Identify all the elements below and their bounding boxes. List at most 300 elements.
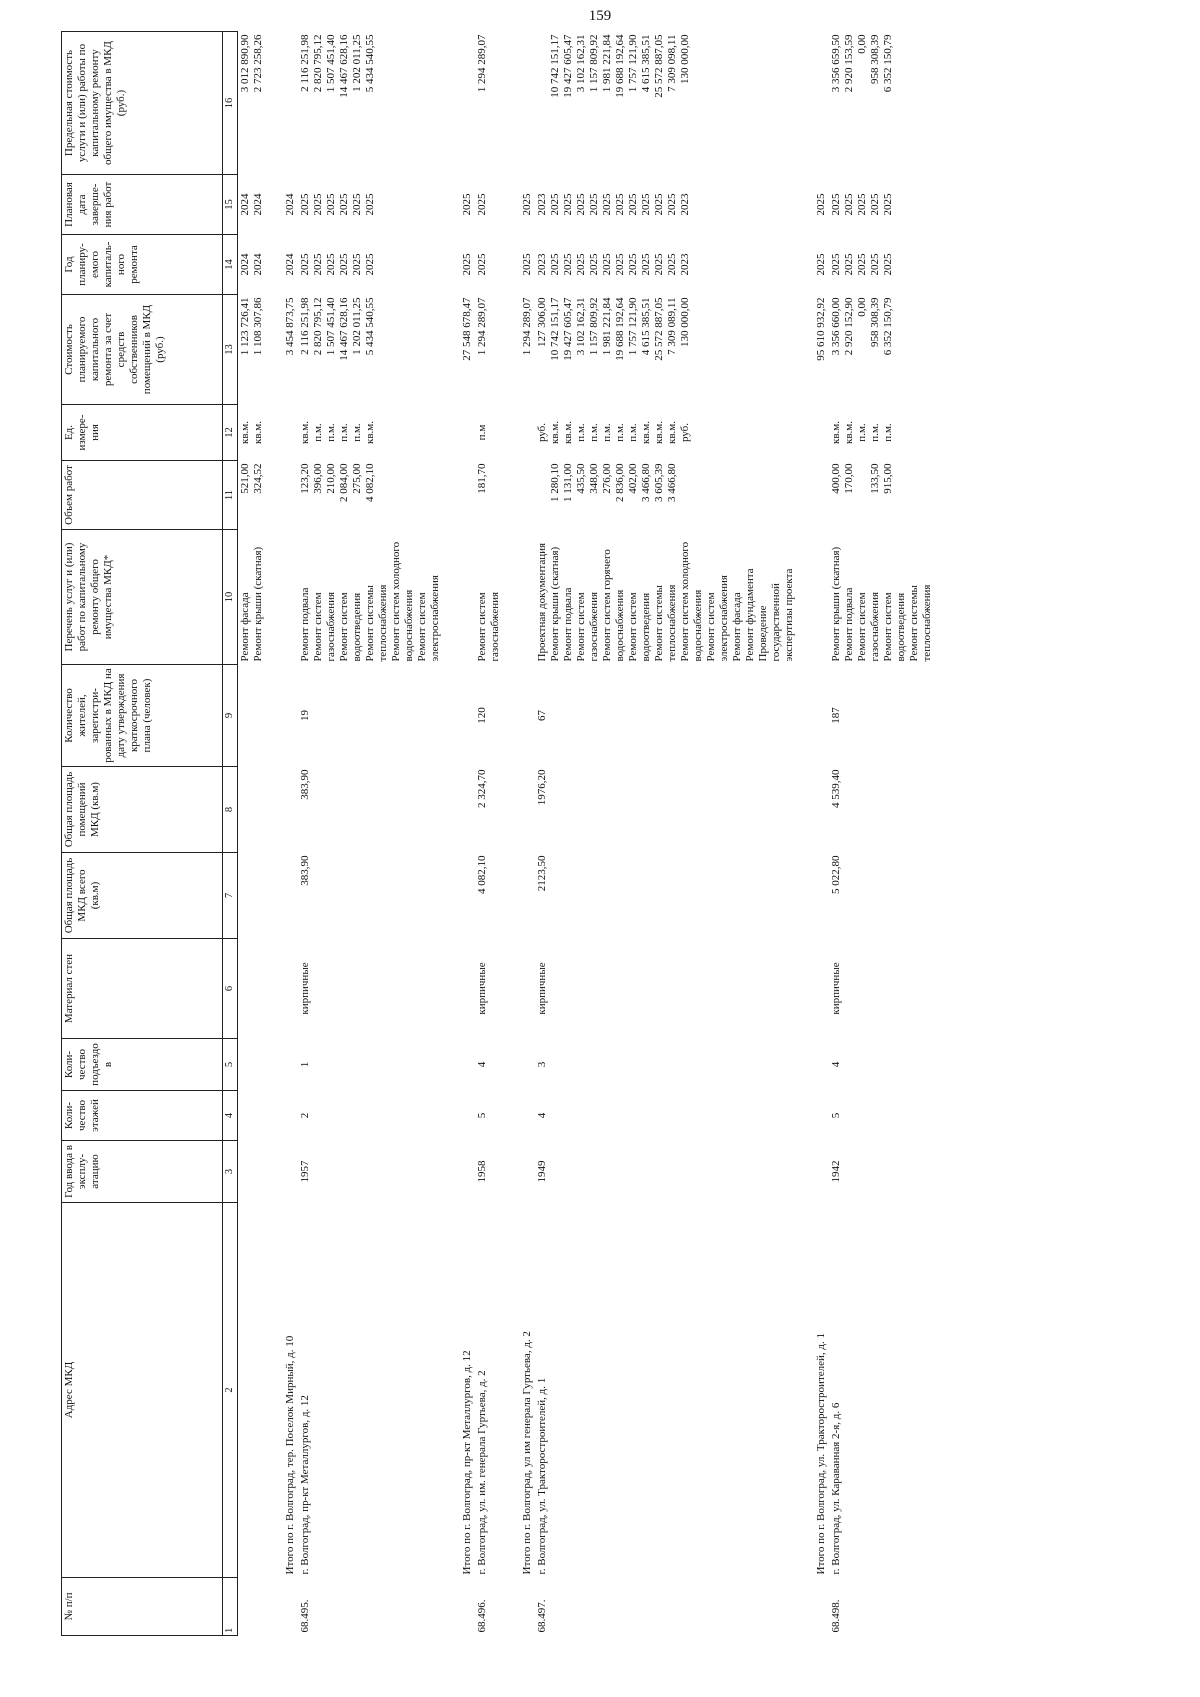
column-number: 11 — [223, 461, 238, 530]
column-header: Количество жителей, зарегистри-рованных в МКД на дату утверждения краткосрочного плана (человек) — [62, 665, 223, 767]
volumes-item: 396,00 — [312, 463, 324, 494]
rooms-area: 2 324,70 — [476, 769, 488, 808]
wall-material: кирпичные — [536, 962, 548, 1015]
units-item: п.м. — [601, 423, 613, 442]
volumes-list — [298, 461, 443, 530]
header-row — [62, 32, 223, 1636]
limits-item: 4 615 385,51 — [640, 34, 652, 93]
volumes-item: 210,00 — [325, 463, 337, 494]
entrance-count: 4 — [830, 1061, 842, 1068]
rooms-area: 383,90 — [299, 769, 311, 800]
costs-item: 14 467 628,16 — [338, 297, 350, 361]
entrance-count: 3 — [536, 1061, 548, 1068]
years-item: 2025 — [640, 253, 652, 276]
limits-item: 958 308,39 — [869, 34, 881, 84]
costs-list — [298, 295, 443, 405]
volumes-item: 402,00 — [627, 463, 639, 494]
limits-item: 3 102 162,31 — [575, 34, 587, 93]
dates-item: 2025 — [653, 193, 665, 216]
capital-repair-table — [61, 31, 935, 1636]
total-date: 2024 — [284, 193, 296, 216]
limits-item: 3 012 890,90 — [239, 34, 251, 93]
works-item: Ремонт систем горячего водоснабжения — [601, 549, 626, 662]
works-item: Ремонт подвала — [843, 587, 855, 662]
years-item: 2023 — [536, 253, 548, 276]
column-header: Коли-чество подъездо в — [62, 1039, 223, 1091]
years-item: 2025 — [549, 253, 561, 276]
volumes-item: 123,20 — [299, 463, 311, 494]
volumes-list — [535, 461, 797, 530]
floor-count: 5 — [476, 1112, 488, 1119]
works-item: Ремонт фундамента — [744, 568, 756, 662]
volumes-item — [536, 464, 549, 527]
years-item: 2025 — [325, 253, 337, 276]
years-item: 2025 — [575, 253, 587, 276]
dates-item: 2025 — [856, 193, 868, 216]
limits-item: 2 920 153,59 — [843, 34, 855, 93]
works-item: Ремонт систем газоснабжения — [856, 591, 881, 662]
volumes-item: 3 466,80 — [666, 463, 678, 502]
limits-item: 5 434 540,55 — [364, 34, 376, 93]
units-item: п.м. — [312, 423, 324, 442]
column-header: Общая площадь МКД всего (кв.м) — [62, 853, 223, 939]
row-number: 68.496. — [476, 1599, 488, 1633]
costs-item: 4 615 385,51 — [640, 297, 652, 356]
dates-item: 2025 — [575, 193, 587, 216]
years-item: 2025 — [562, 253, 574, 276]
works-list — [298, 530, 443, 665]
total-year: 2024 — [284, 253, 296, 276]
floor-count: 5 — [830, 1112, 842, 1119]
costs-item: 127 306,00 — [536, 297, 548, 347]
dates-item: 2023 — [536, 193, 548, 216]
units-item: кв.м. — [252, 421, 264, 444]
years-item: 2025 — [476, 253, 488, 276]
works-item: Ремонт крыши (скатная) — [549, 546, 561, 662]
dates-item: 2025 — [299, 193, 311, 216]
total-row — [503, 32, 535, 1636]
units-item: кв.м. — [640, 421, 652, 444]
dates-item: 2025 — [830, 193, 842, 216]
works-item: Ремонт систем холодного водоснабжения — [679, 541, 704, 662]
house-address: г. Волгоград, ул. Караванная 2-я, д. 6 — [830, 1402, 842, 1575]
rooms-area — [238, 767, 267, 853]
column-number: 9 — [223, 665, 238, 767]
units-list — [475, 405, 503, 461]
total-limit — [443, 32, 475, 175]
works-item: Ремонт систем газоснабжения — [575, 591, 600, 662]
units-item: п.м. — [588, 423, 600, 442]
dates-item: 2025 — [351, 193, 363, 216]
costs-item: 1 157 809,92 — [588, 297, 600, 356]
total-row — [797, 32, 829, 1636]
costs-item: 1 294 289,07 — [476, 297, 488, 356]
volumes-item: 276,00 — [601, 463, 613, 494]
volumes-item: 1 131,00 — [562, 463, 574, 502]
row-number — [797, 1578, 829, 1636]
costs-item: 0,00 — [856, 297, 868, 317]
costs-item: 6 352 150,79 — [882, 297, 894, 356]
resident-count: 67 — [536, 710, 548, 721]
costs-item: 958 308,39 — [869, 297, 881, 347]
dates-item: 2025 — [476, 193, 488, 216]
volumes-item: 400,00 — [830, 463, 842, 494]
units-item: кв.м. — [843, 421, 855, 444]
years-item: 2025 — [588, 253, 600, 276]
limits-list — [475, 32, 503, 175]
works-item: Проектная документация — [536, 542, 548, 662]
limits-item: 19 427 605,47 — [562, 34, 574, 98]
limits-item: 1 507 451,40 — [325, 34, 337, 93]
years-item: 2025 — [830, 253, 842, 276]
volumes-item — [856, 464, 869, 527]
total-cost: 1 294 289,07 — [521, 297, 533, 356]
entrance-count: 4 — [476, 1061, 488, 1068]
volumes-item: 133,50 — [869, 463, 881, 494]
units-item: п.м. — [627, 423, 639, 442]
wall-material: кирпичные — [476, 962, 488, 1015]
column-number: 10 — [223, 530, 238, 665]
years-list — [535, 235, 797, 295]
volumes-item: 3 466,80 — [640, 463, 652, 502]
years-item: 2025 — [843, 253, 855, 276]
total-limit — [503, 32, 535, 175]
floor-count: 2 — [299, 1112, 311, 1119]
column-header: Плановая дата заверше-ния работ — [62, 175, 223, 235]
units-item: кв.м. — [830, 421, 842, 444]
total-limit — [797, 32, 829, 175]
column-number: 15 — [223, 175, 238, 235]
column-header: Год планиру-емого капиталь-ного ремонта — [62, 235, 223, 295]
column-number: 16 — [223, 32, 238, 175]
years-item: 2025 — [653, 253, 665, 276]
limits-item: 0,00 — [856, 34, 868, 54]
years-item: 2024 — [252, 253, 264, 276]
limits-item: 1 157 809,92 — [588, 34, 600, 93]
dates-list — [475, 175, 503, 235]
costs-item: 2 920 152,90 — [843, 297, 855, 356]
row-number — [443, 1578, 475, 1636]
works-item: Ремонт крыши (скатная) — [830, 546, 842, 662]
volumes-list — [475, 461, 503, 530]
total-area: 4 082,10 — [476, 855, 488, 894]
limits-item: 2 820 795,12 — [312, 34, 324, 93]
volumes-item: 3 605,39 — [653, 463, 665, 502]
dates-list — [535, 175, 797, 235]
volumes-list — [829, 461, 935, 530]
volumes-item: 275,00 — [351, 463, 363, 494]
dates-item: 2025 — [869, 193, 881, 216]
rooms-area: 1976,20 — [536, 769, 548, 806]
works-item: Ремонт подвала — [299, 587, 311, 662]
volumes-item: 348,00 — [588, 463, 600, 494]
costs-item: 1 108 307,86 — [252, 297, 264, 356]
limits-item: 14 467 628,16 — [338, 34, 350, 98]
dates-item: 2025 — [843, 193, 855, 216]
table-body — [223, 32, 936, 1636]
years-item: 2025 — [666, 253, 678, 276]
works-item: Ремонт систем водоотведения — [627, 592, 652, 662]
column-header: Объем работ — [62, 461, 223, 530]
units-item: кв.м. — [364, 421, 376, 444]
limits-list — [298, 32, 443, 175]
volumes-item: 324,52 — [252, 463, 264, 494]
works-item: Ремонт систем газоснабжения — [476, 591, 501, 662]
column-number: 3 — [223, 1141, 238, 1203]
costs-item: 1 202 011,25 — [351, 297, 363, 355]
units-item: кв.м. — [239, 421, 251, 444]
column-header: Год ввода в эксплу-атацию — [62, 1141, 223, 1203]
limits-item: 1 202 011,25 — [351, 34, 363, 92]
total-label: Итого по г. Волгоград, ул. Тракторостроителей, д. 1 — [815, 1333, 827, 1575]
units-item: кв.м. — [299, 421, 311, 444]
years-item: 2024 — [239, 253, 251, 276]
row-number: 68.495. — [299, 1599, 311, 1633]
house-address: г. Волгоград, ул. Тракторостроителей, д. 1 — [536, 1377, 548, 1575]
total-cost: 95 610 932,92 — [815, 297, 827, 361]
volumes-item: 2 084,00 — [338, 463, 350, 502]
dates-item: 2025 — [549, 193, 561, 216]
total-year: 2025 — [461, 253, 473, 276]
house-row — [475, 32, 503, 1636]
dates-list — [238, 175, 267, 235]
costs-item: 19 427 605,47 — [562, 297, 574, 361]
limits-list — [829, 32, 935, 175]
dates-item: 2025 — [562, 193, 574, 216]
total-area: 383,90 — [299, 855, 311, 886]
works-item: Ремонт систем водоотведения — [338, 592, 363, 662]
costs-item: 3 102 162,31 — [575, 297, 587, 356]
units-item: руб. — [679, 422, 691, 443]
years-item: 2025 — [364, 253, 376, 276]
years-list — [829, 235, 935, 295]
works-item: Ремонт систем газоснабжения — [312, 591, 337, 662]
years-list — [475, 235, 503, 295]
units-list — [298, 405, 443, 461]
works-item: Ремонт фасада — [239, 592, 251, 662]
costs-list — [535, 295, 797, 405]
units-list — [535, 405, 797, 461]
total-label: Итого по г. Волгоград, пр-кт Металлургов, д. 12 — [461, 1350, 473, 1575]
limits-item: 1 757 121,90 — [627, 34, 639, 93]
units-list — [238, 405, 267, 461]
works-item: Проведение государственной экспертизы проекта — [757, 568, 795, 662]
works-item: Ремонт подвала — [562, 587, 574, 662]
house-address: г. Волгоград, ул. им. генерала Гуртьева, д. 2 — [476, 1370, 488, 1575]
volumes-item: 435,50 — [575, 463, 587, 494]
resident-count: 187 — [830, 707, 842, 724]
units-item: кв.м. — [562, 421, 574, 444]
resident-count: 120 — [476, 707, 488, 724]
volumes-item: 915,00 — [882, 463, 894, 494]
dates-item: 2025 — [640, 193, 652, 216]
works-list — [829, 530, 935, 665]
total-cost: 3 454 873,75 — [284, 297, 296, 356]
costs-item: 1 507 451,40 — [325, 297, 337, 356]
works-item: Ремонт системы теплоснабжения — [364, 584, 389, 662]
total-area: 5 022,80 — [830, 855, 842, 894]
volumes-item: 4 082,10 — [364, 463, 376, 502]
total-date: 2025 — [815, 193, 827, 216]
limits-item: 1 981 221,84 — [601, 34, 613, 93]
costs-item: 1 757 121,90 — [627, 297, 639, 356]
units-item: п.м. — [614, 423, 626, 442]
dates-item: 2025 — [614, 193, 626, 216]
costs-list — [238, 295, 267, 405]
units-item: п.м. — [575, 423, 587, 442]
works-list — [535, 530, 797, 665]
total-area — [238, 853, 267, 939]
total-row — [266, 32, 298, 1636]
total-date: 2025 — [461, 193, 473, 216]
row-number — [266, 1578, 298, 1636]
total-limit — [266, 32, 298, 175]
total-year: 2025 — [815, 253, 827, 276]
volumes-item: 521,00 — [239, 463, 251, 494]
commission-year: 1949 — [536, 1160, 548, 1183]
commission-year: 1957 — [299, 1160, 311, 1183]
costs-item: 1 123 726,41 — [239, 297, 251, 356]
costs-item: 2 820 795,12 — [312, 297, 324, 356]
units-item: п.м. — [351, 423, 363, 442]
column-header: Адрес МКД — [62, 1203, 223, 1578]
units-item: п.м. — [325, 423, 337, 442]
costs-item: 25 572 887,05 — [653, 297, 665, 361]
column-header: Предельная стоимость услуги и (или) работы по капитальному ремонту общего имущества в МКД (руб.) — [62, 32, 223, 175]
commission-year: 1958 — [476, 1160, 488, 1183]
units-item: кв.м. — [666, 421, 678, 444]
limits-item: 2 116 251,98 — [299, 34, 311, 92]
volumes-item — [679, 464, 692, 527]
dates-item: 2025 — [338, 193, 350, 216]
costs-list — [829, 295, 935, 405]
units-item: п.м. — [856, 423, 868, 442]
row-number — [503, 1578, 535, 1636]
total-cost: 27 548 678,47 — [461, 297, 473, 361]
volumes-item: 2 836,00 — [614, 463, 626, 502]
entrance-count: 1 — [299, 1061, 311, 1068]
units-item: п.м. — [882, 423, 894, 442]
total-label: Итого по г. Волгоград, ул им генерала Гуртьева, д. 2 — [521, 1331, 533, 1575]
column-number: 13 — [223, 295, 238, 405]
house-row — [238, 32, 267, 1636]
works-item: Ремонт систем холодного водоснабжения — [390, 541, 415, 662]
units-item: кв.м. — [653, 421, 665, 444]
volumes-item: 181,70 — [476, 463, 488, 494]
dates-item: 2025 — [882, 193, 894, 216]
costs-list — [475, 295, 503, 405]
dates-item: 2025 — [325, 193, 337, 216]
column-number: 2 — [223, 1203, 238, 1578]
column-number: 8 — [223, 767, 238, 853]
years-item: 2025 — [351, 253, 363, 276]
column-number: 4 — [223, 1091, 238, 1141]
units-item: п.м. — [869, 423, 881, 442]
limits-list — [535, 32, 797, 175]
dates-item: 2025 — [666, 193, 678, 216]
column-number: 6 — [223, 939, 238, 1039]
limits-item — [536, 35, 549, 172]
costs-item: 5 434 540,55 — [364, 297, 376, 356]
dates-item: 2025 — [588, 193, 600, 216]
works-item: Ремонт крыши (скатная) — [252, 546, 264, 662]
units-item: руб. — [536, 422, 548, 443]
column-header: № п/п — [62, 1578, 223, 1636]
limits-list — [238, 32, 267, 175]
works-item: Ремонт фасада — [731, 592, 743, 662]
house-row — [829, 32, 935, 1636]
years-item: 2025 — [601, 253, 613, 276]
floor-count: 4 — [536, 1112, 548, 1119]
limits-item: 19 688 192,64 — [614, 34, 626, 98]
limits-item: 1 294 289,07 — [476, 34, 488, 93]
units-list — [829, 405, 935, 461]
house-row — [535, 32, 797, 1636]
costs-item: 2 116 251,98 — [299, 297, 311, 355]
total-date: 2025 — [521, 193, 533, 216]
units-item: п.м. — [338, 423, 350, 442]
costs-item: 7 309 089,11 — [666, 297, 678, 355]
total-area: 2123,50 — [536, 855, 548, 892]
years-item: 2025 — [312, 253, 324, 276]
years-item: 2025 — [627, 253, 639, 276]
years-item: 2025 — [338, 253, 350, 276]
volumes-list — [238, 461, 267, 530]
total-row — [443, 32, 475, 1636]
column-header: Стоимость планируемого капитального ремонта за счет средств собственников помещений в МКД (руб.) — [62, 295, 223, 405]
years-item: 2025 — [856, 253, 868, 276]
row-number: 68.498. — [830, 1599, 842, 1633]
entrance-count — [238, 1039, 267, 1091]
years-item: 2025 — [882, 253, 894, 276]
dates-item: 2025 — [312, 193, 324, 216]
units-item: п.м — [476, 424, 488, 441]
years-item: 2025 — [869, 253, 881, 276]
dates-item: 2023 — [679, 193, 691, 216]
costs-item: 3 356 660,00 — [830, 297, 842, 356]
total-label: Итого по г. Волгоград, тер. Поселок Мирный, д. 10 — [284, 1335, 296, 1575]
years-list — [238, 235, 267, 295]
dates-list — [298, 175, 443, 235]
limits-item: 25 572 887,05 — [653, 34, 665, 98]
limits-item: 3 356 659,50 — [830, 34, 842, 93]
dates-item: 2025 — [601, 193, 613, 216]
house-address: г. Волгоград, пр-кт Металлургов, д. 12 — [299, 1395, 311, 1575]
wall-material: кирпичные — [830, 962, 842, 1015]
limits-item: 130 000,00 — [679, 34, 691, 84]
commission-year: 1942 — [830, 1160, 842, 1183]
dates-item: 2025 — [627, 193, 639, 216]
years-item: 2025 — [299, 253, 311, 276]
rooms-area: 4 539,40 — [830, 769, 842, 808]
costs-item: 130 000,00 — [679, 297, 691, 347]
dates-item: 2025 — [364, 193, 376, 216]
column-header: Ед. измере-ния — [62, 405, 223, 461]
row-number: 68.497. — [536, 1599, 548, 1633]
units-item: кв.м. — [549, 421, 561, 444]
limits-item: 7 309 098,11 — [666, 34, 678, 92]
years-list — [298, 235, 443, 295]
row-number — [238, 1578, 267, 1636]
column-header: Материал стен — [62, 939, 223, 1039]
works-item: Ремонт системы теплоснабжения — [908, 584, 933, 662]
page-number: 159 — [588, 8, 612, 24]
commission-year — [238, 1141, 267, 1203]
floor-count — [238, 1091, 267, 1141]
house-address — [238, 1203, 267, 1578]
years-item: 2025 — [614, 253, 626, 276]
costs-item: 19 688 192,64 — [614, 297, 626, 361]
